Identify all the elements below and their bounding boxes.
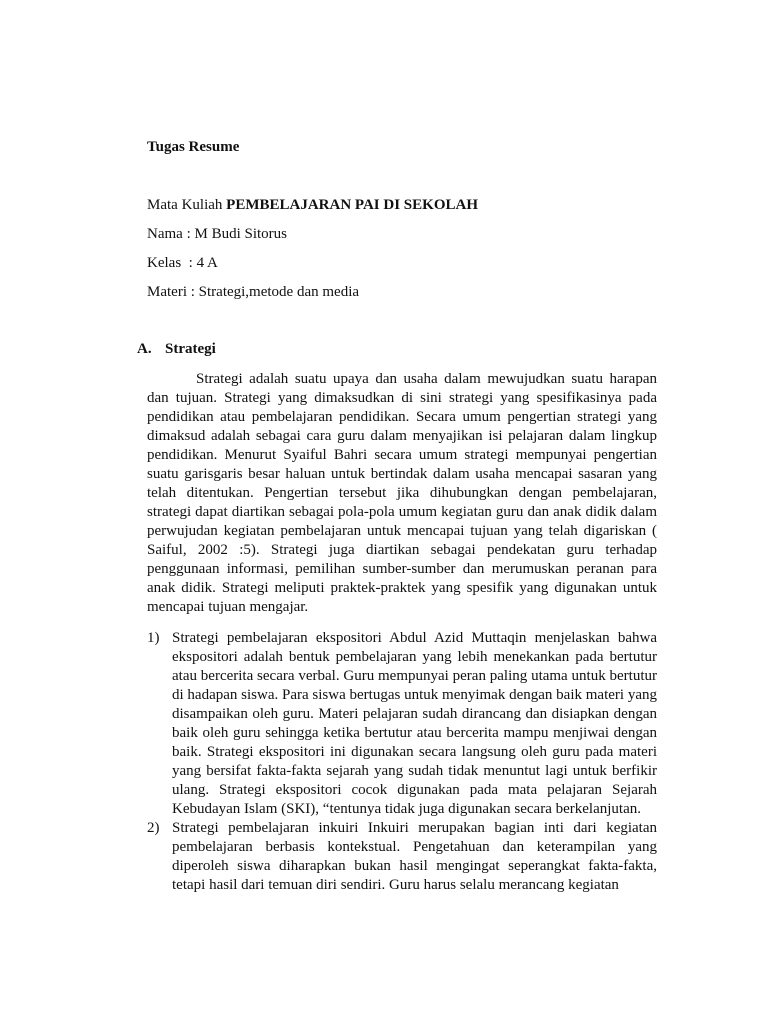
strategy-list: [147, 629, 657, 895]
section-title: Strategi: [165, 341, 216, 357]
document-title: Tugas Resume: [147, 139, 240, 155]
strategy-paragraph: [147, 370, 657, 617]
paragraph-text: Strategi adalah suatu upaya dan usaha dalam mewujudkan suatu harapan dan tujuan. Strategi yang dimaksudkan di sini strategi yang spesifikasinya pada pendidikan atau pembelajaran pendidikan. Secara umum pengertian strategi yang dimaksud adalah sebagai cara guru dalam menyajikan isi pelajaran dalam lingkup pendidikan. Menurut Syaiful Bahri secara umum strategi mempunyai pengertian suatu garisgaris besar haluan untuk bertindak dalam usaha mencapai sasaran yang telah ditentukan. Pengertian tersebut jika dihubungkan dengan pembelajaran, strategi dapat diartikan sebagai pola-pola umum kegiatan guru dan anak didik dalam perwujudan kegiatan pembelajaran untuk mencapai tujuan yang telah digariskan ( Saiful, 2002 :5). Strategi juga diartikan sebagai pendekatan guru terhadap penggunaan informasi, pemilihan sumber-sumber dan merumuskan peranan para anak didik. Strategi meliputi praktek-praktek yang spesifik yang digunakan untuk mencapai tujuan mengajar.: [147, 371, 657, 615]
material-line: Materi : Strategi,metode dan media: [147, 284, 360, 300]
name-line: Nama : M Budi Sitorus: [147, 226, 288, 242]
course-prefix: Mata Kuliah: [147, 197, 227, 213]
list-item-text: Strategi pembelajaran ekspositori Abdul Azid Muttaqin menjelaskan bahwa ekspositori adalah bentuk pembelajaran yang lebih menekankan pada bertutur atau bercerita secara verbal. Guru mempunyai peran paling utama untuk bertutur di hadapan siswa. Para siswa bertugas untuk menyimak dengan baik materi yang disampaikan oleh guru. Materi pelajaran sudah dirancang dan disiapkan dengan baik oleh guru sehingga ketika bertutur atau bercerita mampu menjiwai dengan baik. Strategi ekspositori ini digunakan secara langsung oleh guru pada materi yang bersifat fakta-fakta sejarah yang sudah tidak menuntut lagi untuk berfikir ulang. Strategi ekspositori cocok digunakan pada mata pelajaran Sejarah Kebudayan Islam (SKI), “tentunya tidak juga digunakan secara berkelanjutan.: [172, 630, 657, 817]
list-item-number: 2): [147, 820, 160, 836]
section-heading: [137, 340, 216, 359]
class-line: Kelas : 4 A: [147, 255, 218, 271]
list-item: [147, 819, 657, 895]
section-marker: A.: [137, 341, 152, 357]
list-item-number: 1): [147, 630, 160, 646]
list-item: [147, 629, 657, 819]
course-line: [147, 196, 478, 215]
list-item-text: Strategi pembelajaran inkuiri Inkuiri merupakan bagian inti dari kegiatan pembelajaran berbasis kontekstual. Pengetahuan dan keterampilan yang diperoleh siswa diharapkan bukan hasil mengingat seperangkat fakta-fakta, tetapi hasil dari temuan diri sendiri. Guru harus selalu merancang kegiatan: [172, 820, 657, 893]
course-name: PEMBELAJARAN PAI DI SEKOLAH: [226, 197, 478, 213]
